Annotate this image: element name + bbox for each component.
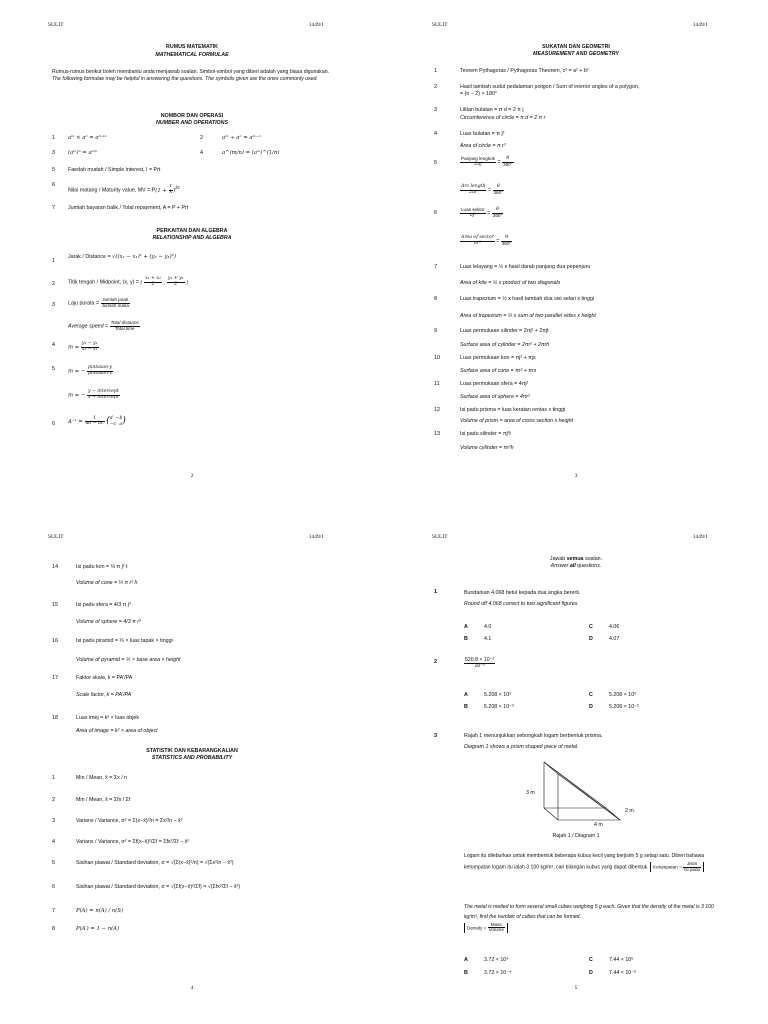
instr-ms-post: soalan.: [583, 556, 603, 562]
measurement-formula-text: Surface area of sphere = 4πr²: [460, 394, 530, 400]
formula-midpoint: Titik tengah / Midpoint, (x, y) = ( $\frac{\text{x₁ + x₂}}{2}$ , $\frac{\text{y₁ + y₂}}{2}$ ): [68, 276, 189, 287]
measurement-formula-text: Isi padu silinder = πj²t: [460, 431, 511, 437]
q2-numerator: 520.8 × 10⁻²: [465, 657, 495, 663]
prism-edge-bottom-left: [544, 808, 558, 820]
intercept-numerator: pintasan-y: [87, 365, 113, 370]
formula-average-speed-en: [68, 321, 140, 331]
option-letter[interactable]: A: [464, 957, 468, 963]
formula-gradient-intercept-ms: [68, 366, 113, 376]
measurement-formula-text: Area of circle = π r²: [460, 143, 506, 149]
speed-denominator: Jumlah masa: [101, 302, 129, 308]
prism-diagonal: [544, 762, 620, 820]
option-letter[interactable]: B: [464, 636, 468, 642]
formula-number: 6: [434, 210, 438, 216]
option-value[interactable]: 5.208 × 10⁻²: [609, 704, 639, 710]
option-letter[interactable]: A: [464, 692, 468, 698]
intercept-denominator-en: x − intercept: [87, 394, 119, 400]
header-code: 1449/1: [308, 22, 324, 28]
formula-maturity-value: Nilai matang / Maturity value, MV = P(1 + $\frac{r}{k}$ )$^{kt}$: [68, 184, 180, 195]
q1-text-ms: Bundarkan 4.068 betul kepada dua angka bererti.: [464, 590, 581, 596]
option-letter[interactable]: B: [464, 704, 468, 710]
sector-num-ms: Luas sektor: [461, 207, 485, 212]
measurement-formula-text: Surface area of cylinder = 2πr² + 2πrh: [460, 342, 550, 348]
formula-number: 13: [434, 431, 441, 437]
formula-number: 5: [52, 860, 56, 866]
mass-label-ms: Jisim: [683, 862, 701, 868]
page-5: [384, 512, 768, 1024]
header-sulit: SULIT: [48, 22, 64, 28]
formula-gradient: m = $\frac{\text{y₂ − y₁}}{\text{x₂ − x₁}}$: [68, 341, 98, 352]
option-letter[interactable]: D: [589, 704, 593, 710]
prism-diagram: [524, 754, 634, 834]
formula-gradient-label: m =: [68, 344, 80, 351]
formula-number: 8: [434, 296, 438, 302]
measurement-formula-text: Luas trapezium = ½ x hasil tambah dua sisi selari x tinggi: [460, 296, 595, 302]
option-value[interactable]: 4.06: [609, 624, 620, 630]
header-code: 1449/1: [308, 534, 324, 540]
volume-formula-text: Faktor skala, k = PA′/PA: [76, 675, 133, 681]
measurement-formula-text: Isi padu prisma = luas keratan rentas x tinggi: [460, 407, 566, 413]
formula-number: 17: [52, 675, 59, 681]
volume-label-en: Volume: [488, 927, 504, 933]
speed-numerator: Jumlah jarak: [102, 297, 129, 302]
formula-number: 3: [52, 302, 56, 308]
formula-gradient-intercept-en: [68, 390, 120, 400]
formula-number: 4: [200, 150, 204, 156]
volume-formula-text: Area of image = k² × area of object: [76, 728, 158, 734]
sector-den-ms: πj²: [469, 212, 477, 218]
measurement-formula-text: Area of trapezium = ½ x sum of two parallel sides x height: [460, 313, 596, 319]
formula-number: 8: [52, 926, 56, 932]
formula-distance-label: Jarak / Distance =: [68, 254, 111, 260]
page-number: 5: [574, 985, 578, 992]
measurement-formula-text: Volume of prism = area of cross section x height: [460, 418, 574, 424]
volume-formula-text: Isi padu sfera = 4/3 π j³: [76, 602, 131, 608]
measurement-formula-text: Luas permukaan sfera = 4πj²: [460, 381, 529, 387]
deg360-den: 360°: [492, 212, 503, 218]
intro-ms: Rumus-rumus berikut boleh membantu anda menjawab soalan. Simbol-simbol yang diberi adalah yang biasa digunakan.: [52, 69, 330, 75]
section-number-ms: NOMBOR DAN OPERASI: [160, 113, 224, 119]
measurement-formula-text: = (n − 2) × 180°: [460, 91, 498, 97]
q3-text-ms: Rajah 1 menunjukkan sebongkah logam berbentuk prisma.: [464, 733, 603, 739]
q3-paragraph-en: [464, 903, 714, 934]
q2-denominator: 10⁻³: [474, 663, 485, 670]
deg360-den: 360°: [501, 240, 512, 246]
formula-maturity-label: Nilai matang / Maturity value, MV = P: [68, 187, 156, 194]
formula-number: 5: [52, 167, 56, 173]
instruction-ms: [384, 556, 768, 563]
option-value[interactable]: 4.1: [484, 636, 492, 642]
formula-number: 5: [434, 160, 438, 166]
deg360-den: 360°: [493, 189, 504, 195]
statistics-formula-text: Sisihan piawai / Standard deviation, σ = √(Σf(x−x̄)²/Σf) = √(Σfx²/Σf − x̄²): [76, 884, 241, 890]
speed-denominator-en: Total time: [114, 325, 135, 331]
option-value[interactable]: 7.44 × 10⁻⁶: [609, 970, 637, 976]
volume-formula-text: Volume of cone = ⅓ π r² h: [76, 580, 138, 586]
statistics-formula-text: P(A′) = 1 − n(A): [76, 926, 120, 932]
measurement-formula-text: Hasil tambah sudut pedalaman poligon / Sum of interior angles of a polygon,: [460, 84, 640, 90]
page-number: 2: [190, 473, 194, 480]
question-number: 3: [434, 733, 438, 739]
option-value[interactable]: 3.72 × 10⁴: [484, 957, 509, 963]
header-sulit: SULIT: [432, 22, 448, 28]
title-formulae-en: MATHEMATICAL FORMULAE: [155, 52, 229, 58]
intro-text: [52, 69, 352, 82]
instruction-en: [384, 563, 768, 570]
dimension-length: 4 m: [594, 822, 603, 828]
formula-number: 7: [52, 908, 56, 914]
formula-number: 3: [52, 150, 56, 156]
theta-num: θ: [493, 185, 505, 191]
intercept-denominator: pintasan-x: [87, 370, 113, 376]
option-letter[interactable]: C: [589, 624, 593, 630]
dimension-depth: 2 m: [625, 808, 634, 814]
formula-arc-length-en: $\frac{\text{Arc length}}{2\pi r}$ = $\frac{\theta}{360^\circ}$: [461, 184, 504, 195]
option-value[interactable]: 5.208 × 10⁻³: [484, 704, 514, 710]
option-value[interactable]: 3.72 × 10⁻⁴: [484, 970, 512, 976]
option-value[interactable]: 4.0: [484, 624, 492, 630]
formula-average-speed-ms: [68, 298, 130, 308]
page-2: [0, 0, 384, 512]
arc-den-en: 2πr: [469, 189, 478, 195]
header-sulit: SULIT: [432, 534, 448, 540]
formula-indices-2: aᵐ ÷ aⁿ = aᵐ⁻ⁿ: [222, 135, 261, 141]
formula-inverse-label: A⁻¹ =: [68, 419, 83, 426]
deg360-den: 360°: [503, 161, 513, 167]
statistics-formula-text: Varians / Variance, σ² = Σf(x−x̄)²/Σf = Σfx²/Σf − x̄²: [76, 839, 190, 845]
q3-text-en: Diagram 1 shows a prism shaped piece of metal.: [464, 744, 579, 750]
formula-number: 18: [52, 715, 59, 721]
page-number: 4: [190, 985, 194, 992]
formula-distance: Jarak / Distance = √((x₂ − x₁)² + (y₂ − y₁)²): [68, 254, 176, 260]
q2-expression: [464, 658, 495, 669]
instr-en-pre: Answer: [550, 563, 570, 569]
formula-simple-interest: Faedah mudah / Simple interest, I = Prt: [68, 167, 161, 173]
measurement-formula-text: Luas permukaan silinder = 2πj² + 2πjt: [460, 328, 549, 334]
statistics-formula-text: P(A) = n(A) / n(S): [76, 908, 124, 914]
title-measurement-en: MEASUREMENT AND GEOMETRY: [533, 51, 619, 57]
formula-number: 4: [52, 839, 56, 845]
measurement-formula-text: Surface area of cone = πr² + πrs: [460, 368, 537, 374]
formula-midpoint-label: Titik tengah / Midpoint, (x, y) =: [68, 279, 139, 286]
formula-indices-4: a^(m/n) = (aᵐ)^(1/n): [222, 150, 280, 156]
arc-den-ms: 2πj: [474, 161, 482, 167]
formula-number: 11: [434, 381, 440, 387]
volume-formula-text: Isi padu piramid = ⅓ × luas tapak × tinggi: [76, 638, 173, 644]
option-letter[interactable]: B: [464, 970, 468, 976]
formula-number: 12: [434, 407, 441, 413]
mass-label-en: Mass: [488, 923, 505, 929]
formula-number: 15: [52, 602, 59, 608]
formula-number: 6: [52, 421, 56, 427]
instr-ms-bold: semua: [566, 556, 584, 562]
instr-en-bold: all: [569, 563, 576, 569]
formula-number: 10: [434, 355, 441, 361]
option-value[interactable]: 5.208 × 10²: [609, 692, 636, 698]
option-letter[interactable]: D: [589, 970, 593, 976]
density-label-en: Density =: [467, 925, 487, 931]
option-letter[interactable]: C: [589, 692, 593, 698]
formula-number: 7: [52, 205, 56, 211]
theta-num: θ: [501, 236, 513, 242]
statistics-formula-text: Varians / Variance, σ² = Σ(x−x̄)²/n = Σx²/n − x̄²: [76, 818, 183, 824]
question-number: 2: [434, 659, 438, 665]
formula-number: 3: [52, 818, 56, 824]
formula-number: 2: [434, 84, 438, 90]
q3-para-ms-text: Logam itu dileburkan untuk membentuk beberapa kubus kecil yang berjisim 5 g setiap satu. Diberi bahawa ketumpatan logam itu ialah 3 100 kg/m³, cari bilangan kubus yang dapat dibentuk.: [464, 853, 705, 871]
sector-num-en: Area of sector: [461, 235, 494, 240]
volume-formula-text: Isi padu kon = ⅓ π j² t: [76, 564, 128, 570]
formula-sector-ms: $\frac{\text{Luas sektor}}{\text{πj²}}$ = $\frac{\theta}{360^\circ}$: [461, 207, 503, 218]
measurement-formula-text: Teorem Pythagoras / Pythagoras Theorem, c² = a² + b²: [460, 68, 589, 74]
q1-text-en: Round off 4.068 correct to two significant figures.: [464, 601, 579, 607]
density-label-ms: Ketumpatan =: [653, 864, 682, 870]
formula-number: 9: [434, 328, 438, 334]
statistics-formula-text: Min / Mean, x̄ = Σx / n: [76, 775, 128, 781]
option-letter[interactable]: C: [589, 957, 593, 963]
volume-formula-text: Volume of sphere = 4/3 π r³: [76, 619, 141, 625]
page-4: [0, 512, 384, 1024]
measurement-formula-text: Circumference of circle = π d = 2 π r: [460, 115, 546, 121]
sector-den-en: πr²: [473, 240, 481, 246]
option-value[interactable]: 4.07: [609, 636, 620, 642]
header-sulit: SULIT: [48, 534, 64, 540]
formula-number: 1: [52, 775, 56, 781]
theta-num: θ: [492, 208, 504, 214]
option-letter[interactable]: D: [589, 636, 593, 642]
instr-en-post: questions.: [575, 563, 602, 569]
volume-formula-text: Scale factor, k = PA′/PA: [76, 692, 132, 698]
header-code: 1449/1: [692, 22, 708, 28]
intro-en: The following formulae may be helpful in answering the questions. The symbols given are the ones commonly used.: [52, 75, 318, 82]
formula-number: 2: [52, 797, 56, 803]
page-3: [384, 0, 768, 512]
dimension-height: 3 m: [526, 790, 535, 796]
question-number: 1: [434, 589, 438, 595]
arc-num-ms: Panjang lengkok: [461, 156, 495, 161]
statistics-formula-text: Sisihan piawai / Standard deviation, σ = √(Σ(x−x̄)²/n) = √(Σx²/n − x̄²): [76, 860, 234, 866]
formula-number: 2: [52, 281, 56, 287]
title-measurement-ms: SUKATAN DAN GEOMETRI: [542, 44, 610, 50]
formula-gradient-ms-label: m = −: [68, 368, 86, 375]
formula-indices-1: aᵐ × aⁿ = aᵐ⁺ⁿ: [68, 135, 107, 141]
q3-paragraph-ms: [464, 852, 714, 873]
formula-number: 3: [434, 107, 438, 113]
formula-number: 6: [52, 182, 56, 188]
diagram-caption: Rajah 1 / Diagram 1: [552, 833, 600, 839]
page-number: 3: [574, 473, 578, 480]
measurement-formula-text: Luas permukaan kon = πj² + πjs: [460, 355, 536, 361]
formula-speed-label-en: Average speed =: [68, 323, 109, 330]
section-algebra-ms: PERKAITAN DAN ALGEBRA: [156, 228, 228, 234]
option-value[interactable]: 5.208 × 10³: [484, 692, 511, 698]
formula-number: 1: [52, 258, 56, 264]
measurement-formula-text: Area of kite = ½ x product of two diagonals: [460, 280, 561, 286]
measurement-formula-text: Volume cylinder = πr²h: [460, 445, 514, 451]
volume-formula-text: Volume of pyramid = ⅓ × base area × height: [76, 657, 181, 663]
option-value[interactable]: 7.44 × 10⁶: [609, 957, 634, 963]
statistics-formula-text: Min / Mean, x̄ = Σfx / Σf: [76, 797, 131, 803]
formula-number: 5: [52, 366, 56, 372]
formula-arc-length-ms: $\frac{\text{Panjang lengkok}}{2\pi j}$ = $\frac{\theta}{360^\circ}$: [461, 156, 513, 167]
section-algebra-en: RELATIONSHIP AND ALGEBRA: [152, 235, 232, 241]
formula-gradient-en-label: m = −: [68, 392, 86, 399]
speed-numerator-en: Total distance: [110, 320, 139, 325]
volume-formula-text: Luas imej = k² × luas objek: [76, 715, 140, 721]
instr-ms-pre: Jawab: [549, 556, 567, 562]
formula-indices-3: (aᵐ)ⁿ = aᵐⁿ: [68, 150, 98, 156]
formula-number: 6: [52, 884, 56, 890]
formula-speed-label-ms: Laju purata =: [68, 300, 100, 307]
formula-inverse-matrix: A⁻¹ = $\frac{1}{ad - bc}$ (d −b −c a): [68, 415, 126, 427]
header-code: 1449/1: [692, 534, 708, 540]
theta-num: θ: [502, 157, 514, 163]
formula-number: 1: [52, 135, 56, 141]
formula-number: 4: [52, 342, 56, 348]
formula-total-repayment: Jumlah bayaran balik / Total repayment, A = P + Prt: [68, 205, 189, 211]
option-letter[interactable]: A: [464, 624, 468, 630]
section-stats-ms: STATISTIK DAN KEBARANGKALIAN: [146, 748, 238, 754]
formula-sector-en: $\frac{\text{Area of sector}}{\text{πr²}}$ = $\frac{\theta}{360^\circ}$: [461, 235, 512, 246]
formula-number: 16: [52, 638, 59, 644]
measurement-formula-text: Luas lelayang = ½ x hasil darab panjang dua pepenjuru: [460, 264, 591, 270]
title-formulae-ms: RUMUS MATEMATIK: [166, 44, 218, 50]
section-stats-en: STATISTICS AND PROBABILITY: [151, 755, 233, 761]
formula-number: 7: [434, 264, 438, 270]
section-number-en: NUMBER AND OPERATIONS: [155, 120, 229, 126]
volume-label-ms: Isi padu: [684, 866, 701, 872]
arc-num-en: Arc length: [461, 184, 486, 189]
measurement-formula-text: Lilitan bulatan = π d = 2 π j: [460, 107, 524, 113]
measurement-formula-text: Luas bulatan = π j²: [460, 131, 505, 137]
intercept-numerator-en: y − intercept: [87, 389, 119, 394]
q3-para-en-text: The metal is melted to form several small cubes weighing 5 g each. Given that the density of the metal is 3 100 kg/m³, find the number of cubes that can be formed.: [464, 904, 714, 920]
formula-number: 14: [52, 564, 59, 570]
formula-number: 2: [200, 135, 204, 141]
formula-number: 1: [434, 68, 438, 74]
formula-number: 4: [434, 131, 438, 137]
